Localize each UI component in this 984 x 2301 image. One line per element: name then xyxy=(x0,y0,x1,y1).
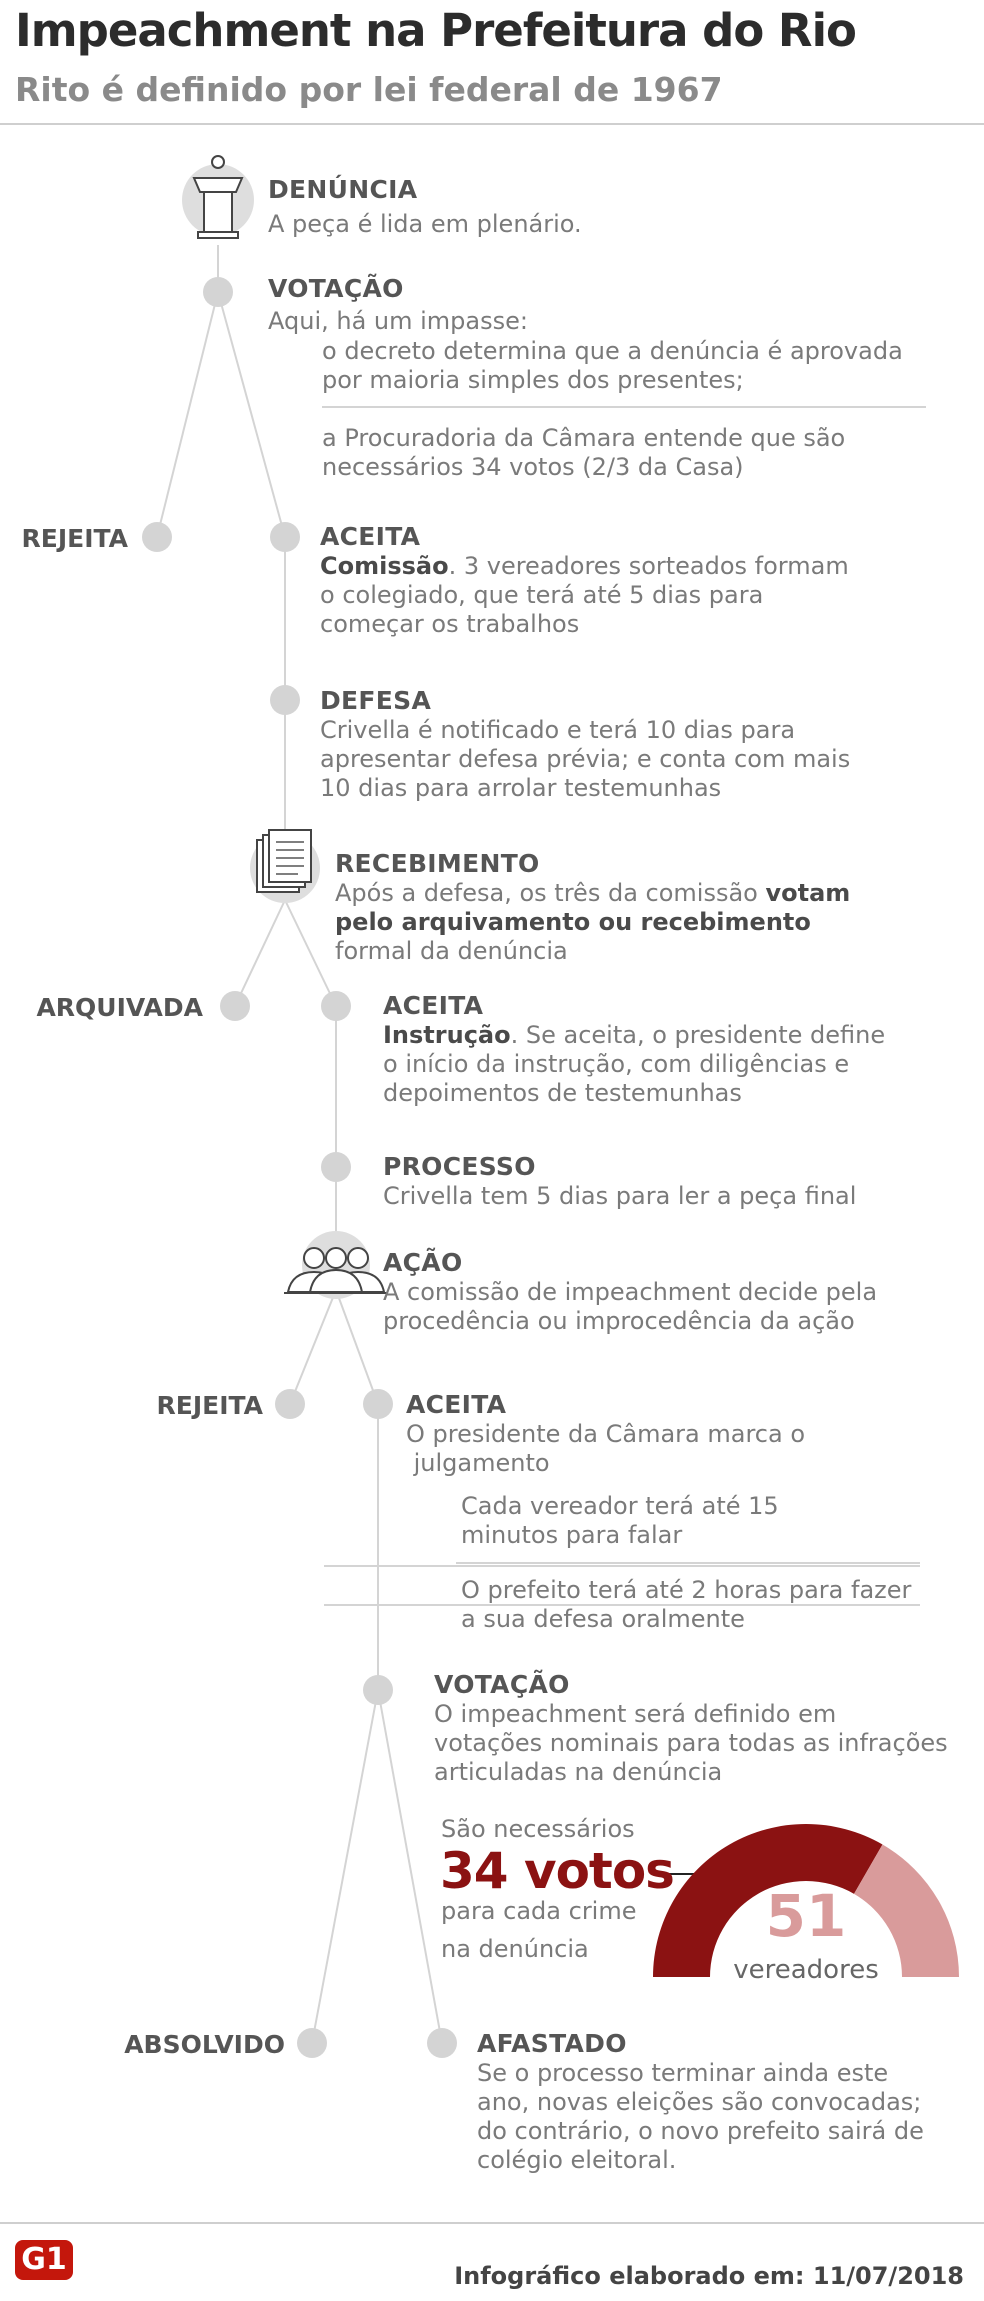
defesa-line2: apresentar defesa prévia; e conta com mais xyxy=(320,745,851,773)
dot-aceita2 xyxy=(321,991,351,1021)
votacao2-line2: votações nominais para todas as infrações xyxy=(434,1729,948,1757)
dot-arquivada xyxy=(220,991,250,1021)
aceita3-line1: O presidente da Câmara marca o xyxy=(406,1420,806,1448)
votacao1-opt1-line2: por maioria simples dos presentes; xyxy=(322,366,744,394)
dot-absolvido xyxy=(297,2028,327,2058)
page-subtitle: Rito é definido por lei federal de 1967 xyxy=(15,70,723,109)
acao-line2: procedência ou improcedência da ação xyxy=(383,1307,855,1335)
aceita1-line1 xyxy=(320,552,849,581)
aceita1-line3: começar os trabalhos xyxy=(320,610,580,638)
recebimento-line2: pelo arquivamento ou recebimento xyxy=(335,908,811,936)
dot-votacao2 xyxy=(363,1675,393,1705)
acao-line1: A comissão de impeachment decide pela xyxy=(383,1278,878,1306)
g1-logo-text: G1 xyxy=(21,2242,67,2277)
podium-icon xyxy=(182,156,254,238)
recebimento-line1-b: votam xyxy=(765,879,851,907)
votacao1-intro: Aqui, há um impasse: xyxy=(268,307,528,335)
aceita2-title: ACEITA xyxy=(383,991,484,1020)
denuncia-text: A peça é lida em plenário. xyxy=(268,210,582,238)
afastado-line4: colégio eleitoral. xyxy=(477,2146,677,2174)
dot-aceita3 xyxy=(363,1389,393,1419)
recebimento-line1 xyxy=(335,879,850,908)
recebimento-line1-a: Após a defesa, os três da comissão xyxy=(335,879,766,907)
processo-text: Crivella tem 5 dias para ler a peça final xyxy=(383,1182,857,1210)
afastado-line2: ano, novas eleições são convocadas; xyxy=(477,2088,922,2116)
dot-processo xyxy=(321,1152,351,1182)
defesa-line3: 10 dias para arrolar testemunhas xyxy=(320,774,722,802)
dot-rejeita2 xyxy=(275,1389,305,1419)
denuncia-title: DENÚNCIA xyxy=(268,175,418,204)
votes-line1: São necessários xyxy=(441,1815,635,1843)
dot-rejeita1 xyxy=(142,522,172,552)
aceita3-sub1-line1: Cada vereador terá até 15 xyxy=(461,1492,779,1520)
dot-defesa xyxy=(270,685,300,715)
aceita2-bold: Instrução xyxy=(383,1021,511,1049)
aceita3-line2: julgamento xyxy=(406,1449,550,1477)
votes-line2: para cada crime xyxy=(441,1897,637,1925)
rejeita1-label: REJEITA xyxy=(21,524,128,553)
votacao1-title: VOTAÇÃO xyxy=(268,274,404,303)
votacao2-line3: articuladas na denúncia xyxy=(434,1758,723,1786)
footer-divider xyxy=(0,2222,984,2224)
votes-big: 34 votos xyxy=(440,1842,674,1900)
gauge-total: 51 xyxy=(765,1882,847,1950)
rejeita2-label: REJEITA xyxy=(156,1391,263,1420)
acao-title: AÇÃO xyxy=(383,1248,463,1277)
aceita1-title: ACEITA xyxy=(320,522,421,551)
dot-afastado xyxy=(427,2028,457,2058)
aceita3-sub1-line2: minutos para falar xyxy=(461,1521,683,1549)
afastado-title: AFASTADO xyxy=(477,2029,627,2058)
recebimento-title: RECEBIMENTO xyxy=(335,849,540,878)
aceita1-line2: o colegiado, que terá até 5 dias para xyxy=(320,581,764,609)
aceita2-line1-rest: . Se aceita, o presidente define xyxy=(510,1021,886,1049)
votes-line3: na denúncia xyxy=(441,1935,589,1963)
aceita3-sub2-line2: a sua defesa oralmente xyxy=(461,1605,745,1633)
processo-title: PROCESSO xyxy=(383,1152,536,1181)
aceita1-bold: Comissão xyxy=(320,552,449,580)
afastado-line3: do contrário, o novo prefeito sairá de xyxy=(477,2117,924,2145)
aceita2-line3: depoimentos de testemunhas xyxy=(383,1079,742,1107)
dot-votacao1 xyxy=(203,277,233,307)
recebimento-line3: formal da denúncia xyxy=(335,937,568,965)
votacao2-title: VOTAÇÃO xyxy=(434,1670,570,1699)
aceita2-line1 xyxy=(383,1021,885,1050)
aceita2-line2: o início da instrução, com diligências e xyxy=(383,1050,850,1078)
documents-icon xyxy=(250,830,320,903)
defesa-title: DEFESA xyxy=(320,686,432,715)
arquivada-label: ARQUIVADA xyxy=(36,993,203,1022)
page-title: Impeachment na Prefeitura do Rio xyxy=(15,4,856,57)
dot-aceita1 xyxy=(270,522,300,552)
footer-credit: Infográfico elaborado em: 11/07/2018 xyxy=(454,2262,964,2290)
aceita3-title: ACEITA xyxy=(406,1390,507,1419)
votacao1-opt2-line2: necessários 34 votos (2/3 da Casa) xyxy=(322,453,744,481)
afastado-line1: Se o processo terminar ainda este xyxy=(477,2059,889,2087)
votacao1-opt2-line1: a Procuradoria da Câmara entende que são xyxy=(322,424,846,452)
committee-icon xyxy=(284,1231,388,1299)
votacao2-line1: O impeachment será definido em xyxy=(434,1700,837,1728)
gauge-label: vereadores xyxy=(733,1955,879,1985)
defesa-line1: Crivella é notificado e terá 10 dias para xyxy=(320,716,796,744)
absolvido-label: ABSOLVIDO xyxy=(124,2030,285,2059)
votacao1-opt1-line1: o decreto determina que a denúncia é aprovada xyxy=(322,337,903,365)
aceita1-line1-rest: . 3 vereadores sorteados formam xyxy=(448,552,849,580)
aceita3-sub2-line1: O prefeito terá até 2 horas para fazer xyxy=(461,1576,912,1604)
